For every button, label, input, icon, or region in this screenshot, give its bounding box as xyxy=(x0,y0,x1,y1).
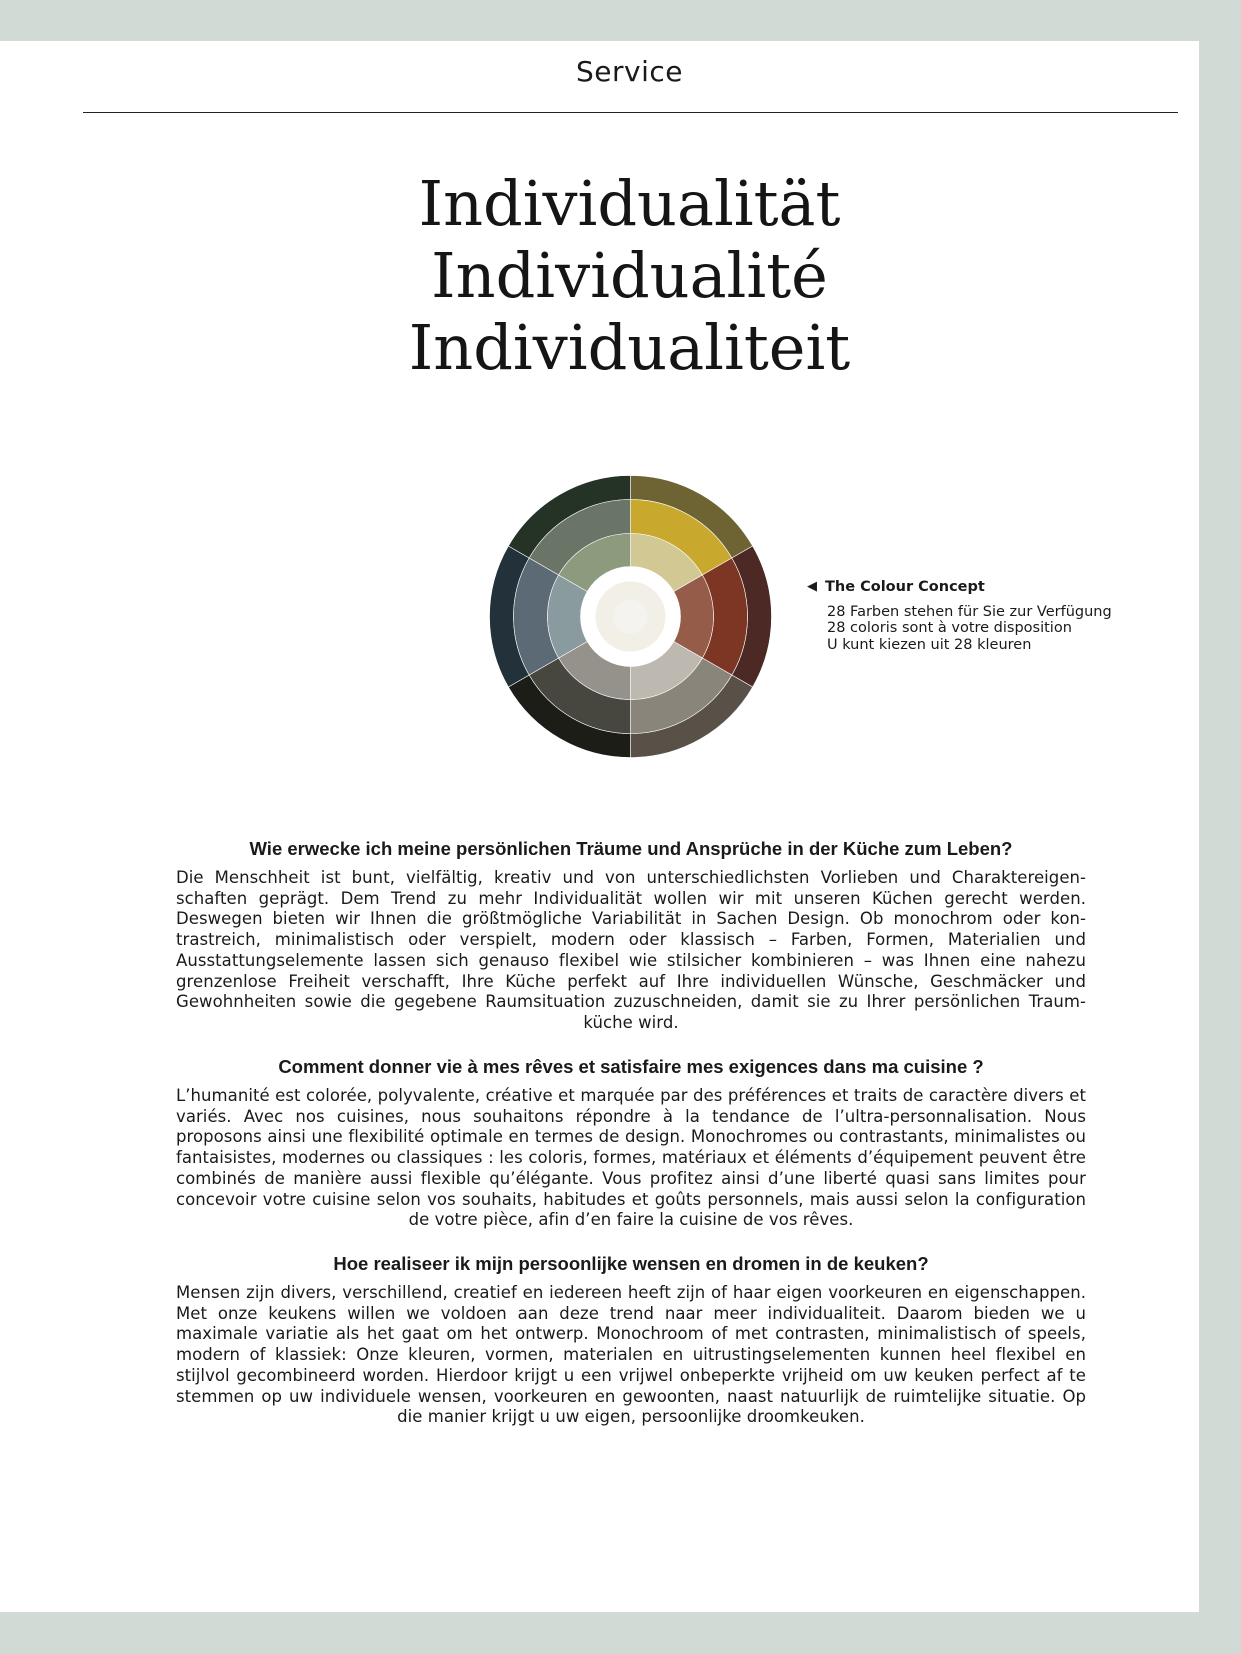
legend-line-fr: 28 coloris sont à votre disposition xyxy=(827,620,1072,636)
section-heading-de: Wie erwecke ich meine persönlichen Träume und Ansprüche in der Küche zum Leben? xyxy=(249,838,1013,859)
colour-wheel xyxy=(488,474,773,759)
headline-line-fr: Individualité xyxy=(431,239,828,312)
section-heading-nl: Hoe realiseer ik mijn persoonlijke wensen en dromen in de keuken? xyxy=(333,1253,929,1274)
legend-line-nl: U kunt kiezen uit 28 kleuren xyxy=(827,636,1032,653)
legend-line-de: 28 Farben stehen für Sie zur Verfügung xyxy=(827,603,1112,620)
headline-line-nl: Individualiteit xyxy=(408,311,851,384)
section-heading-fr: Comment donner vie à mes rêves et satisfaire mes exigences dans ma cuisine ? xyxy=(278,1056,984,1077)
section-nl xyxy=(176,1253,1086,1428)
section-fr xyxy=(176,1056,1086,1231)
legend-title: The Colour Concept xyxy=(825,579,985,595)
page-headline xyxy=(0,168,1241,384)
triangle-left-icon: ◀ xyxy=(807,579,817,594)
section-de xyxy=(176,838,1086,1034)
section-body-fr: L’humanité est colorée, polyvalente, créative et marquée par des préférences et traits de caractère divers et variés. Avec nos cuisines, nous souhaitons répondre à la tendance de l’ultra-personnalisation. Nous proposons ainsi une flexibilité optimale en termes de design. Monochromes ou contrastants, minimalistes ou fantaisistes, modernes ou classiques : les coloris, formes, matériaux et éléments d’équipement peuvent être combinés de manière aussi flexible qu’élégante. Vous profitez ainsi d’une liberté quasi sans limites pour concevoir votre cuisine selon vos souhaits, habitudes et goûts personnels, mais aussi selon la configuration de votre pièce, afin d’en faire la cuisine de vos rêves. xyxy=(176,1086,1086,1230)
catalog-page xyxy=(0,41,1199,1612)
section-body-de: Die Menschheit ist bunt, vielfältig, kreativ und von unterschiedlichsten Vorlieben und Charaktereigenschaften geprägt. Dem Trend zu mehr Individualität wollen wir mit unseren Küchen gerecht werden. Deswegen bieten wir Ihnen die größtmögliche Variabilität in Sachen Design. Ob monochrom oder kontrastreich, minimalistisch oder verspielt, modern oder klassisch – Farben, Formen, Materialien und Ausstattungselemente lassen sich genauso flexibel wie stilsicher kombinieren – was Ihnen eine nahezu grenzenlose Freiheit verschafft, Ihre Küche perfekt auf Ihre individuellen Wünsche, Geschmäcker und Gewohnheiten sowie die gegebene Raumsituation zuzuschneiden, damit sie zu Ihrer persönlichen Traumküche wird. xyxy=(176,868,1086,1032)
section-body-nl: Mensen zijn divers, verschillend, creatief en iedereen heeft zijn of haar eigen voorkeuren en eigenschappen. Met onze keukens willen we voldoen aan deze trend naar meer individualiteit. Daarom bieden we u maximale variatie als het gaat om het ontwerp. Monochroom of met contrasten, minimalistisch of speels, modern of klassiek: Onze kleuren, vormen, materialen en uitrustingselementen kunnen heel flexibel en stijlvol gecombineerd worden. Hierdoor krijgt u een vrijwel onbeperkte vrijheid om uw keuken perfect af te stemmen op uw individuele wensen, voorkeuren en gewoonten, naast natuurlijk de ruimtelijke situatie. Op die manier krijgt u uw eigen, persoonlijke droomkeuken. xyxy=(176,1283,1086,1427)
colour-wheel-center xyxy=(614,600,648,634)
header-divider xyxy=(83,112,1178,113)
colour-concept-legend xyxy=(807,579,1147,653)
section-header-title: Service xyxy=(576,55,683,88)
headline-line-de: Individualität xyxy=(418,167,841,240)
